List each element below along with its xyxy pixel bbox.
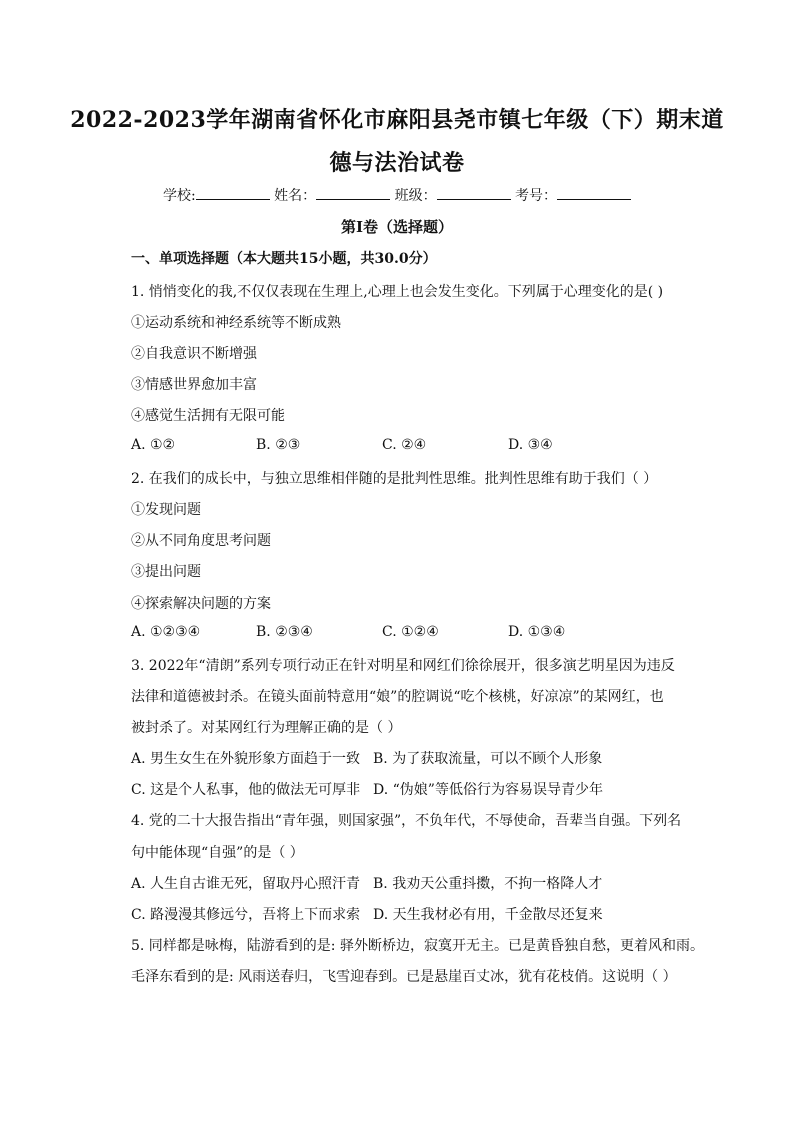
- school-label: 学校:: [162, 188, 196, 204]
- exam-title-line1: 2022-2023学年湖南省怀化市麻阳县尧市镇七年级（下）期末道: [70, 107, 724, 133]
- q1-stem: 1. 悄悄变化的我,不仅仅表现在生理上,心理上也会发生变化。下列属于心理变化的是( ): [131, 284, 664, 300]
- q3-option-d[interactable]: D. “伪娘”等低俗行为容易误导青少年: [373, 782, 603, 798]
- student-info-row: [0, 185, 794, 205]
- q1-item: ①运动系统和神经系统等不断成熟: [131, 315, 341, 331]
- q3-stem-line: 3. 2022年“清朗”系列专项行动正在针对明星和网红们徐徐展开，很多演艺明星因为违反: [131, 658, 675, 674]
- q2-option-d[interactable]: D. ①③④: [508, 624, 566, 640]
- q3-stem-line: 被封杀了。对某网红行为理解正确的是（ ）: [131, 720, 402, 736]
- q1-item: ②自我意识不断增强: [131, 346, 257, 362]
- class-blank[interactable]: [437, 187, 511, 200]
- q2-option-b[interactable]: B. ②③④: [256, 624, 313, 640]
- q2-item: ④探索解决问题的方案: [131, 596, 271, 612]
- volume-title: 第Ⅰ卷（选择题）: [340, 218, 454, 236]
- q3-option-b[interactable]: B. 为了获取流量，可以不顾个人形象: [373, 751, 603, 767]
- q2-item: ①发现问题: [131, 502, 201, 518]
- q2-item: ②从不同角度思考问题: [131, 533, 271, 549]
- number-blank[interactable]: [557, 187, 631, 200]
- school-blank[interactable]: [196, 187, 270, 200]
- q4-stem-line: 句中能体现“自强”的是（ ）: [131, 845, 304, 861]
- q4-option-b[interactable]: B. 我劝天公重抖擞，不拘一格降人才: [373, 876, 603, 892]
- q1-option-c[interactable]: C. ②④: [382, 437, 427, 453]
- exam-title-line2: 德与法治试卷: [329, 150, 465, 176]
- q2-option-c[interactable]: C. ①②④: [382, 624, 439, 640]
- q4-option-d[interactable]: D. 天生我材必有用，千金散尽还复来: [373, 907, 603, 923]
- q3-stem-line: 法律和道德被封杀。在镜头面前特意用“娘”的腔调说“吃个核桃，好凉凉”的某网红，也: [131, 689, 664, 705]
- q5-stem-line: 毛泽东看到的是: 风雨送春归，飞雪迎春到。已是悬崖百丈冰，犹有花枝俏。这说明（ ）: [131, 969, 677, 985]
- q5-stem-line: 5. 同样都是咏梅，陆游看到的是: 驿外断桥边，寂寞开无主。已是黄昏独自愁，更着风和雨。: [131, 938, 704, 954]
- q2-stem: 2. 在我们的成长中，与独立思维相伴随的是批判性思维。批判性思维有助于我们（ ）: [131, 471, 658, 487]
- q3-option-a[interactable]: A. 男生女生在外貌形象方面趋于一致: [131, 751, 361, 767]
- q4-stem-line: 4. 党的二十大报告指出“青年强，则国家强”，不负年代，不辱使命，吾辈当自强。下列名: [131, 813, 682, 829]
- q1-item: ④感觉生活拥有无限可能: [131, 408, 285, 424]
- q1-option-b[interactable]: B. ②③: [256, 437, 301, 453]
- number-label: 考号：: [515, 188, 558, 204]
- q3-option-c[interactable]: C. 这是个人私事，他的做法无可厚非: [131, 782, 361, 798]
- name-label: 姓名：: [274, 188, 317, 204]
- q1-option-a[interactable]: A. ①②: [131, 437, 176, 453]
- q4-option-c[interactable]: C. 路漫漫其修远兮，吾将上下而求索: [131, 907, 361, 923]
- q2-item: ③提出问题: [131, 564, 201, 580]
- q4-option-a[interactable]: A. 人生自古谁无死，留取丹心照汗青: [131, 876, 361, 892]
- q1-item: ③情感世界愈加丰富: [131, 377, 257, 393]
- class-label: 班级：: [394, 188, 437, 204]
- q2-option-a[interactable]: A. ①②③④: [131, 624, 201, 640]
- section-title: 一、单项选择题（本大题共15小题，共30.0分）: [131, 251, 437, 267]
- q1-option-d[interactable]: D. ③④: [508, 437, 553, 453]
- name-blank[interactable]: [316, 187, 390, 200]
